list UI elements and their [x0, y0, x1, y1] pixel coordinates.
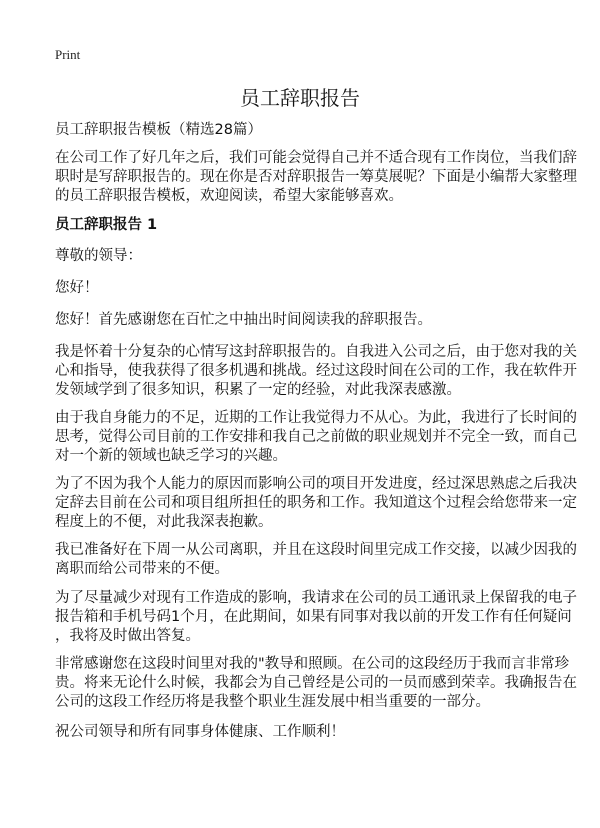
- body-paragraph: [55, 475, 577, 532]
- text-line: 公司的这段工作经历将是我整个职业生涯发展中相当重要的一部分。: [55, 694, 490, 710]
- text-line: 思考，觉得公司目前的工作安排和我自己之前做的职业规划并不完全一致，而自己: [55, 429, 577, 445]
- text-line: 为了不因为我个人能力的原因而影响公司的项目开发进度，经过深思熟虑之后我决: [55, 476, 577, 492]
- text-line: 定辞去目前在公司和项目组所担任的职务和工作。我知道这个过程会给您带来一定: [55, 495, 577, 511]
- text-line: 您好！首先感谢您在百忙之中抽出时间阅读我的辞职报告。: [55, 312, 432, 328]
- print-link[interactable]: Print: [55, 47, 81, 62]
- page-title: 员工辞职报告: [240, 86, 360, 110]
- text-line: 离职而给公司带来的不便。: [55, 561, 229, 577]
- intro-paragraph: [55, 149, 577, 206]
- text-line: 我已准备好在下周一从公司离职，并且在这段时间里完成工作交接，以减少因我的: [55, 542, 577, 558]
- text-line: 祝公司领导和所有同事身体健康、工作顺利！: [55, 724, 345, 740]
- text-line: 职时是写辞职报告的。现在你是否对辞职报告一筹莫展呢？下面是小编帮大家整理: [55, 169, 577, 185]
- body-paragraph: [55, 723, 555, 742]
- text-line: 对一个新的领域也缺乏学习的兴趣。: [55, 448, 287, 464]
- text-line: 心和指导，使我获得了很多机遇和挑战。经过这段时间在公司的工作，我在软件开: [55, 363, 577, 379]
- text-line: 非常感谢您在这段时间里对我的"教导和照顾。在公司的这段经历于我而言非常珍: [55, 656, 570, 672]
- subtitle: 员工辞职报告模板（精选28篇）: [55, 122, 262, 138]
- body-paragraph: [55, 541, 577, 579]
- salutation: 尊敬的领导：: [55, 248, 142, 264]
- body-paragraph: [55, 655, 577, 712]
- text-line: 我是怀着十分复杂的心情写这封辞职报告的。自我进入公司之后，由于您对我的关: [55, 344, 577, 360]
- body-paragraph: [55, 343, 577, 400]
- body-paragraph: [55, 409, 577, 466]
- text-line: 在公司工作了好几年之后，我们可能会觉得自己并不适合现有工作岗位，当我们辞: [55, 150, 577, 166]
- text-line: 报告箱和手机号码1个月，在此期间，如果有同事对我以前的开发工作有任何疑问: [55, 609, 572, 625]
- body-paragraph: [55, 311, 555, 330]
- text-line: 由于我自身能力的不足，近期的工作让我觉得力不从心。为此，我进行了长时间的: [55, 410, 577, 426]
- text-line: 发领域学到了很多知识，积累了一定的经验，对此我深表感激。: [55, 382, 461, 398]
- text-line: 为了尽量减少对现有工作造成的影响，我请求在公司的员工通讯录上保留我的电子: [55, 590, 577, 606]
- text-line: ，我将及时做出答复。: [55, 628, 200, 644]
- text-line: 贵。将来无论什么时候，我都会为自己曾经是公司的一员而感到荣幸。我确报告在: [55, 675, 577, 691]
- body-paragraph: [55, 589, 577, 646]
- text-line: 程度上的不便，对此我深表抱歉。: [55, 514, 273, 530]
- text-line: 的员工辞职报告模板，欢迎阅读，希望大家能够喜欢。: [55, 188, 403, 204]
- section-heading: 员工辞职报告 1: [55, 217, 158, 233]
- greeting: 您好！: [55, 280, 99, 296]
